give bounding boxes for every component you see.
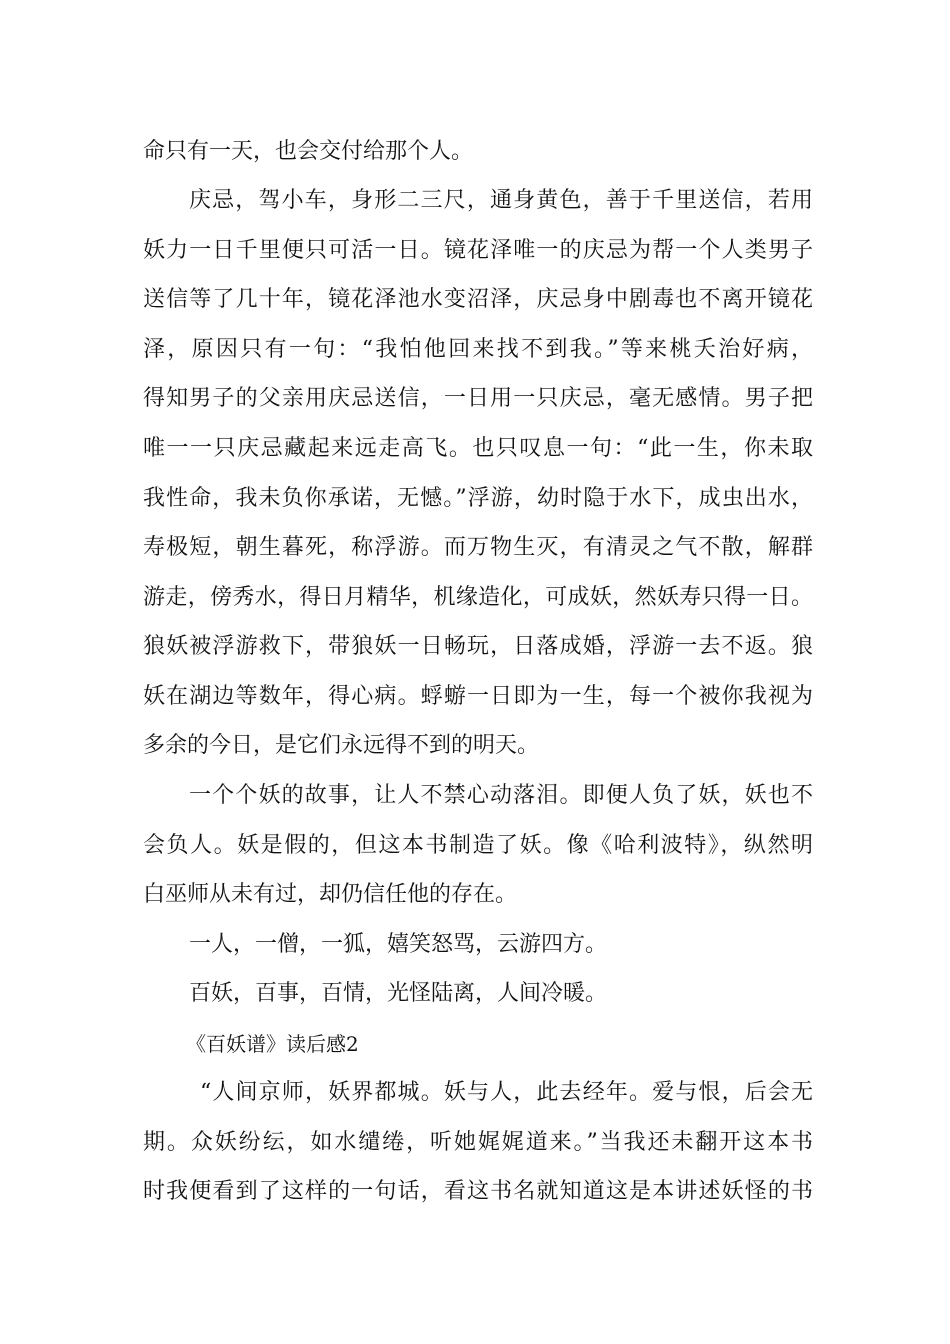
text-line: 寿极短，朝生暮死，称浮游。而万物生灭，有清灵之气不散，解群 (143, 535, 813, 560)
section-heading: 《百妖谱》读后感2 (186, 1032, 359, 1056)
text-line: 会负人。妖是假的，但这本书制造了妖。像《哈利波特》，纵然明 (143, 833, 813, 858)
text-line: 狼妖被浮游救下，带狼妖一日畅玩，日落成婚，浮游一去不返。狼 (143, 634, 813, 659)
text-line: 时我便看到了这样的一句话，看这书名就知道这是本讲述妖怪的书 (143, 1179, 813, 1204)
text-line: 妖在湖边等数年，得心病。蜉蝣一日即为一生，每一个被你我视为 (143, 684, 813, 709)
text-line: 多余的今日，是它们永远得不到的明天。 (143, 733, 540, 758)
text-line: 送信等了几十年，镜花泽池水变沼泽，庆忌身中剧毒也不离开镜花 (143, 287, 813, 312)
text-line: 期。众妖纷纭，如水缱绻，听她娓娓道来。”当我还未翻开这本书 (143, 1130, 813, 1155)
text-line: 我性命，我未负你承诺，无憾。”浮游，幼时隐于水下，成虫出水， (143, 486, 813, 511)
text-line: 妖力一日千里便只可活一日。镜花泽唯一的庆忌为帮一个人类男子 (143, 238, 813, 263)
text-line: 泽，原因只有一句：“我怕他回来找不到我。”等来桃夭治好病， (143, 337, 813, 362)
paragraph-start-line: “人间京师，妖界都城。妖与人，此去经年。爱与恨，后会无 (200, 1080, 813, 1105)
text-line: 得知男子的父亲用庆忌送信，一日用一只庆忌，毫无感情。男子把 (143, 386, 813, 411)
text-line: 命只有一天，也会交付给那个人。 (143, 139, 474, 164)
paragraph-line: 一人，一僧，一狐，嬉笑怒骂，云游四方。 (189, 932, 608, 957)
paragraph-start-line: 庆忌，驾小车，身形二三尺，通身黄色，善于千里送信，若用 (189, 188, 813, 213)
paragraph-start-line: 一个个妖的故事，让人不禁心动落泪。即便人负了妖，妖也不 (189, 783, 813, 808)
paragraph-line: 百妖，百事，百情，光怪陆离，人间冷暖。 (189, 981, 608, 1006)
text-line: 唯一一只庆忌藏起来远走高飞。也只叹息一句：“此一生，你未取 (143, 436, 813, 461)
text-line: 游走，傍秀水，得日月精华，机缘造化，可成妖，然妖寿只得一日。 (143, 585, 813, 610)
text-line: 白巫师从未有过，却仍信任他的存在。 (143, 882, 518, 907)
